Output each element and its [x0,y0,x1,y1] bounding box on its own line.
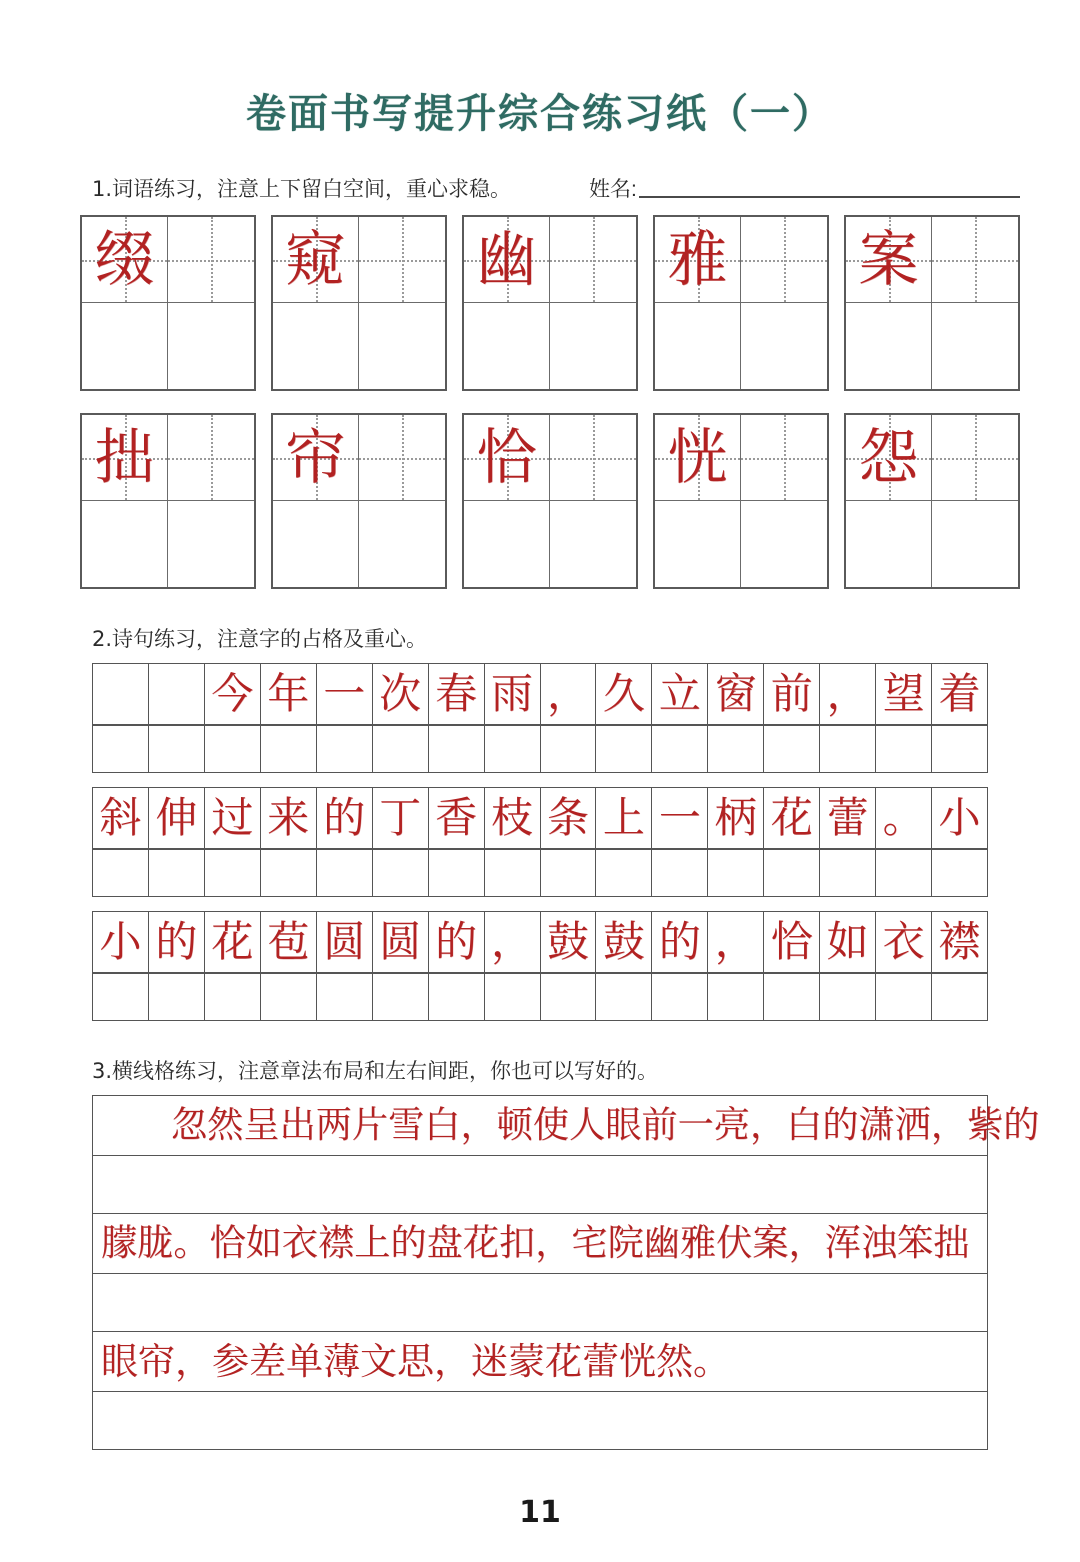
sentence-character: 一 [323,669,366,718]
sentence-cell-blank[interactable] [652,726,708,773]
sentence-cell[interactable] [317,664,373,725]
sentence-cell[interactable] [876,912,932,973]
sentence-cell-blank[interactable] [93,850,149,897]
sentence-cell[interactable] [317,912,373,973]
section2-header [0,623,1080,653]
tian-cell-practice[interactable] [550,303,636,389]
sentence-character: 过 [211,793,254,842]
sentence-cell-blank[interactable] [485,974,541,1021]
tian-row [80,413,1020,589]
sentence-cell-blank[interactable] [652,850,708,897]
sentence-character: 柄 [714,793,757,842]
sentence-character: 鼓 [546,917,589,966]
sentence-cell[interactable] [205,912,261,973]
sentence-cell-blank[interactable] [764,850,820,897]
tian-cell-practice[interactable] [550,501,636,587]
tian-cell-practice[interactable] [655,303,741,389]
tian-cell-practice[interactable] [273,303,359,389]
sentence-character: 的 [658,917,701,966]
model-character: 恰 [476,422,537,493]
tian-grid-group[interactable] [844,413,1020,589]
model-character: 恍 [667,422,728,493]
sentence-character [149,664,204,724]
sentence-character: 香 [435,793,478,842]
ruled-line-blank[interactable] [93,1392,987,1450]
section1-grids [0,215,1080,589]
tian-grid-group[interactable] [80,215,256,391]
sentence-cell-blank[interactable] [708,850,764,897]
sentence-cell-blank[interactable] [93,974,149,1021]
sentence-cell[interactable] [429,912,485,973]
sentence-line-filled[interactable] [92,663,988,725]
sentence-pair [92,911,1040,1021]
sentence-cell-blank[interactable] [317,974,373,1021]
sentence-cell[interactable] [876,664,932,725]
sentence-character: 立 [658,669,701,718]
sentence-cell-blank[interactable] [373,850,429,897]
sentence-character: 花 [211,917,254,966]
sentence-cell[interactable] [820,788,876,849]
sentence-cell-blank[interactable] [261,850,317,897]
sentence-cell[interactable] [764,664,820,725]
sentence-cell-blank[interactable] [317,726,373,773]
sentence-character: 着 [938,669,981,718]
sentence-cell[interactable] [149,788,205,849]
ruled-line-filled[interactable] [93,1332,987,1392]
sentence-character: 年 [267,669,310,718]
tian-row [80,215,1020,391]
model-character: 缀 [94,224,155,295]
sentence-cell-blank[interactable] [820,726,876,773]
tian-cell-model[interactable] [82,415,168,501]
tian-cell-practice[interactable] [82,303,168,389]
sentence-character: 。 [882,793,925,842]
sentence-character: 苞 [267,917,310,966]
sentence-character: 花 [770,793,813,842]
sentence-cell[interactable] [429,664,485,725]
sentence-cell-blank[interactable] [541,850,597,897]
tian-grid-group[interactable] [462,413,638,589]
tian-grid-group[interactable] [462,215,638,391]
tian-cell-practice[interactable] [932,501,1018,587]
tian-cell-practice[interactable] [464,303,550,389]
tian-cell-model[interactable] [846,217,932,303]
sentence-pair [92,663,1040,773]
sentence-cell-blank[interactable] [541,974,597,1021]
sentence-cell-blank[interactable] [149,726,205,773]
sentence-cell-blank[interactable] [820,974,876,1021]
sentence-cell[interactable] [205,664,261,725]
section2-instruction: 2.诗句练习，注意字的占格及重心。 [92,627,428,651]
sentence-character: 来 [267,793,310,842]
sentence-cell[interactable] [596,912,652,973]
sentence-character: 春 [435,669,478,718]
sentence-cell[interactable] [429,788,485,849]
sentence-cell[interactable] [708,664,764,725]
section1-instruction: 1.词语练习，注意上下留白空间，重心求稳。 [92,177,512,201]
tian-grid-group[interactable] [80,413,256,589]
tian-grid-group[interactable] [653,413,829,589]
sentence-cell-blank[interactable] [596,726,652,773]
sentence-cell[interactable] [205,788,261,849]
ruled-text: 眼帘，参差单薄文思，迷蒙花蕾恍然。 [101,1339,730,1383]
tian-cell-model[interactable] [655,217,741,303]
ruled-line-blank[interactable] [93,1274,987,1332]
sentence-cell-blank[interactable] [373,974,429,1021]
sentence-cell[interactable] [93,664,149,725]
name-input-line[interactable] [639,196,1020,198]
name-label: 姓名: [589,178,637,201]
sentence-cell-blank[interactable] [485,726,541,773]
sentence-cell[interactable] [708,788,764,849]
tian-cell-practice[interactable] [464,501,550,587]
sentence-cell[interactable] [373,788,429,849]
tian-cell-practice[interactable] [273,501,359,587]
tian-cell-practice[interactable] [932,303,1018,389]
sentence-cell[interactable] [541,788,597,849]
sentence-character: 斜 [99,793,142,842]
sentence-cell-blank[interactable] [764,726,820,773]
tian-cell-model[interactable] [82,217,168,303]
sentence-line-filled[interactable] [92,787,988,849]
tian-cell-practice[interactable] [932,217,1018,303]
sentence-character: 恰 [770,917,813,966]
sentence-cell-blank[interactable] [932,974,988,1021]
tian-cell-practice[interactable] [846,303,932,389]
sentence-character: 圆 [379,917,422,966]
sentence-cell-blank[interactable] [261,726,317,773]
sentence-character: ， [826,669,869,718]
sentence-cell[interactable] [596,788,652,849]
tian-grid-group[interactable] [653,215,829,391]
tian-cell-practice[interactable] [550,217,636,303]
model-character: 案 [858,224,919,295]
model-character: 拙 [94,422,155,493]
sentence-character: 丁 [379,793,422,842]
sentence-cell[interactable] [93,912,149,973]
tian-grid-group[interactable] [271,215,447,391]
tian-grid-group[interactable] [844,215,1020,391]
sentence-line-blank[interactable] [92,973,988,1021]
sentence-cell[interactable] [541,912,597,973]
sentence-cell-blank[interactable] [596,850,652,897]
sentence-cell-blank[interactable] [596,974,652,1021]
sentence-character: 雨 [491,669,534,718]
sentence-character: 伸 [155,793,198,842]
sentence-cell[interactable] [485,788,541,849]
ruled-line-blank[interactable] [93,1156,987,1214]
sentence-cell-blank[interactable] [149,850,205,897]
model-character: 怨 [858,422,919,493]
sentence-cell[interactable] [261,788,317,849]
model-character: 幽 [476,224,537,295]
tian-cell-practice[interactable] [359,415,445,501]
sentence-cell-blank[interactable] [485,850,541,897]
sentence-character: 久 [602,669,645,718]
tian-cell-practice[interactable] [168,415,254,501]
section3-header [0,1055,1080,1085]
sentence-cell-blank[interactable] [149,974,205,1021]
tian-cell-model[interactable] [655,415,741,501]
tian-cell-practice[interactable] [82,501,168,587]
sentence-cell[interactable] [149,664,205,725]
sentence-character [93,664,148,724]
sentence-character: 的 [155,917,198,966]
sentence-character: ， [714,917,757,966]
ruled-line-filled[interactable] [93,1096,1040,1156]
sentence-cell[interactable] [932,912,988,973]
sentence-cell[interactable] [149,912,205,973]
sentence-cell[interactable] [820,912,876,973]
sentence-character: 小 [99,917,142,966]
sentence-cell-blank[interactable] [205,726,261,773]
sentence-character: ， [491,917,534,966]
sentence-character: ， [546,669,589,718]
sentence-line-blank[interactable] [92,849,988,897]
sentence-line-blank[interactable] [92,725,988,773]
sentence-cell[interactable] [317,788,373,849]
tian-cell-model[interactable] [464,415,550,501]
sentence-character: 今 [211,669,254,718]
model-character: 窥 [285,224,346,295]
ruled-box [92,1095,1040,1450]
sentence-cell-blank[interactable] [429,726,485,773]
sentence-cell[interactable] [708,912,764,973]
sentence-cell[interactable] [764,912,820,973]
tian-cell-practice[interactable] [741,415,827,501]
sentence-cell[interactable] [596,664,652,725]
sentence-cell[interactable] [932,788,988,849]
ruled-line-filled[interactable] [93,1214,987,1274]
tian-grid-group[interactable] [271,413,447,589]
sentence-character: 蕾 [826,793,869,842]
sentence-character: 枝 [491,793,534,842]
sentence-character: 的 [323,793,366,842]
sentence-cell-blank[interactable] [820,850,876,897]
sentence-cell[interactable] [373,912,429,973]
sentence-character: 望 [882,669,925,718]
sentence-cell-blank[interactable] [932,726,988,773]
sentence-cell[interactable] [485,664,541,725]
tian-cell-practice[interactable] [655,501,741,587]
sentence-cell-blank[interactable] [429,974,485,1021]
tian-cell-model[interactable] [464,217,550,303]
sentence-line-filled[interactable] [92,911,988,973]
sentence-character: 衣 [882,917,925,966]
sentence-character: 条 [546,793,589,842]
page-title: 卷面书写提升综合练习纸（一） [246,90,834,137]
sentence-cell-blank[interactable] [876,850,932,897]
tian-cell-practice[interactable] [550,415,636,501]
sentence-cell-blank[interactable] [932,850,988,897]
section2-grids [0,663,1080,1021]
sentence-character: 鼓 [602,917,645,966]
sentence-cell-blank[interactable] [429,850,485,897]
sentence-cell[interactable] [652,664,708,725]
sentence-cell-blank[interactable] [93,726,149,773]
tian-cell-model[interactable] [273,415,359,501]
tian-cell-practice[interactable] [168,501,254,587]
ruled-text: 忽然呈出两片雪白，顿使人眼前一亮，白的潇洒，紫的 [171,1102,1040,1146]
sentence-cell[interactable] [261,912,317,973]
section3-ruled [0,1095,1080,1450]
page-number: 11 [519,1495,561,1530]
sentence-cell[interactable] [820,664,876,725]
sentence-cell-blank[interactable] [205,850,261,897]
sentence-cell[interactable] [541,664,597,725]
tian-cell-practice[interactable] [741,303,827,389]
sentence-cell-blank[interactable] [317,850,373,897]
tian-cell-model[interactable] [846,415,932,501]
tian-cell-practice[interactable] [359,501,445,587]
sentence-cell-blank[interactable] [876,726,932,773]
sentence-character: 次 [379,669,422,718]
tian-cell-model[interactable] [273,217,359,303]
sentence-cell-blank[interactable] [373,726,429,773]
sentence-character: 的 [435,917,478,966]
sentence-character: 小 [938,793,981,842]
sentence-cell[interactable] [932,664,988,725]
sentence-character: 圆 [323,917,366,966]
sentence-character: 一 [658,793,701,842]
tian-cell-practice[interactable] [741,217,827,303]
sentence-cell[interactable] [764,788,820,849]
sentence-cell[interactable] [373,664,429,725]
sentence-cell-blank[interactable] [876,974,932,1021]
sentence-cell[interactable] [93,788,149,849]
sentence-cell-blank[interactable] [652,974,708,1021]
sentence-character: 前 [770,669,813,718]
sentence-character: 襟 [938,917,981,966]
tian-cell-practice[interactable] [168,303,254,389]
ruled-text: 朦胧。恰如衣襟上的盘花扣，宅院幽雅伏案，浑浊笨拙 [101,1220,970,1264]
sentence-cell[interactable] [876,788,932,849]
sentence-cell[interactable] [652,912,708,973]
section1-header [0,173,1080,203]
sentence-cell-blank[interactable] [205,974,261,1021]
name-field-wrap [589,173,1020,203]
sentence-cell-blank[interactable] [261,974,317,1021]
section3-instruction: 3.横线格练习，注意章法布局和左右间距，你也可以写好的。 [92,1059,659,1083]
tian-cell-practice[interactable] [359,303,445,389]
tian-cell-practice[interactable] [741,501,827,587]
sentence-character: 窗 [714,669,757,718]
model-character: 帘 [285,422,346,493]
sentence-cell[interactable] [485,912,541,973]
sentence-cell[interactable] [261,664,317,725]
sentence-cell-blank[interactable] [708,726,764,773]
sentence-cell-blank[interactable] [764,974,820,1021]
tian-cell-practice[interactable] [846,501,932,587]
tian-cell-practice[interactable] [359,217,445,303]
sentence-character: 上 [602,793,645,842]
sentence-cell-blank[interactable] [541,726,597,773]
sentence-cell[interactable] [652,788,708,849]
model-character: 雅 [667,224,728,295]
sentence-character: 如 [826,917,869,966]
tian-cell-practice[interactable] [168,217,254,303]
sentence-pair [92,787,1040,897]
sentence-cell-blank[interactable] [708,974,764,1021]
tian-cell-practice[interactable] [932,415,1018,501]
